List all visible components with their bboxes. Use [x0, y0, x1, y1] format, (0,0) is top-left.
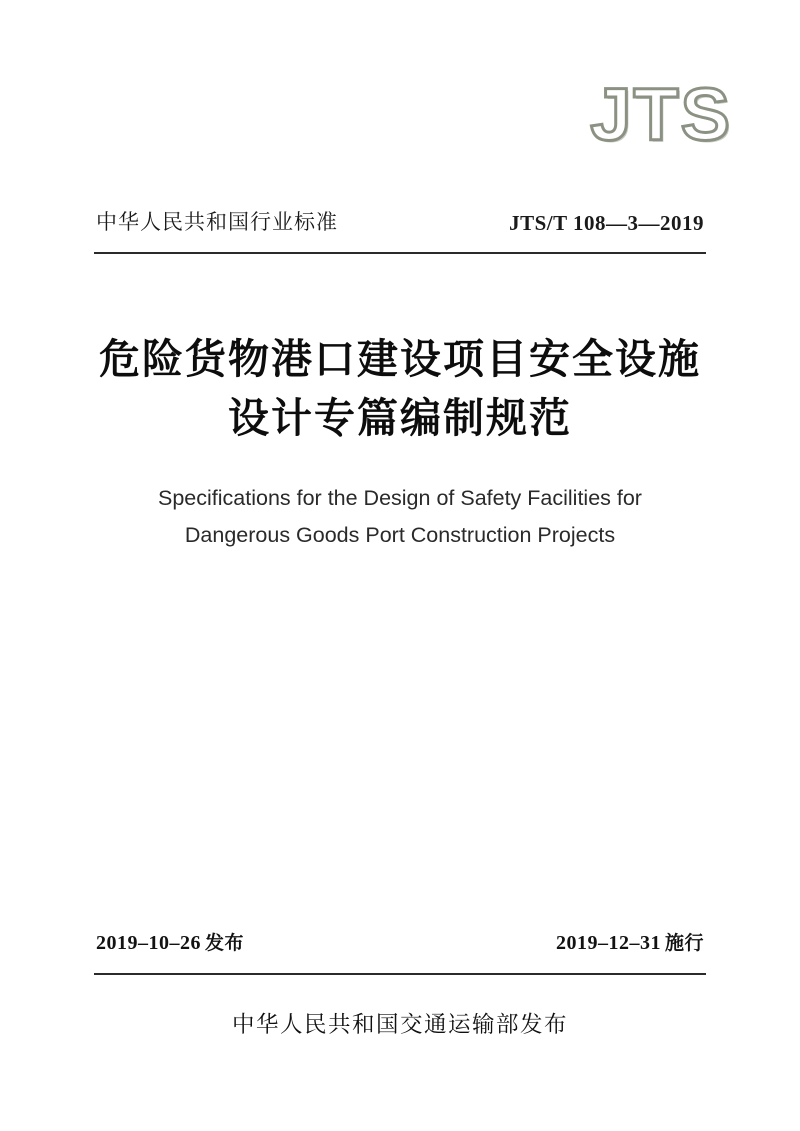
page-title-english [90, 480, 710, 553]
standard-code: JTS/T 108—3—2019 [509, 211, 704, 235]
page-title-english-line2: Dangerous Goods Port Construction Projects [184, 522, 616, 547]
page-title-chinese-line2: 设计专篇编制规范 [228, 394, 572, 443]
jts-logo: JTS [590, 73, 732, 156]
header-divider [94, 252, 706, 254]
effective-date-value: 2019–12–31 [555, 932, 661, 954]
issue-date [96, 928, 244, 955]
page-title-chinese-line1: 危险货物港口建设项目安全设施 [99, 335, 701, 383]
standard-classification: 中华人民共和国行业标准 [96, 210, 338, 234]
effective-date-label: 施行 [664, 932, 704, 954]
dates-row [96, 928, 704, 955]
page-title-english-line1: Specifications for the Design of Safety Facilities for [158, 486, 642, 510]
issue-date-value: 2019–10–26 [96, 932, 201, 954]
footer-divider [94, 973, 706, 975]
effective-date [556, 928, 704, 955]
standard-header [96, 206, 704, 236]
page-title-chinese [60, 330, 740, 449]
issue-date-label: 发布 [205, 932, 245, 954]
publisher-line: 中华人民共和国交通运输部发布 [231, 1012, 568, 1038]
